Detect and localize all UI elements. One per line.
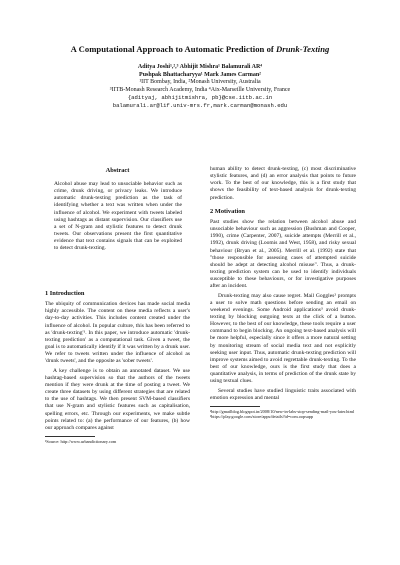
footnote-3: ³https://play.google.com/store/apps/details?id=com.oopsapp: [210, 414, 314, 420]
title-text: A Computational Approach to Automatic Prediction of: [70, 44, 277, 54]
affiliation-line-2: ³IITB-Monash Research Academy, India ⁴Aix-Marseille University, France: [109, 86, 291, 93]
abstract-body: Alcohol abuse may lead to unsociable behavior such as crime, drunk driving, or privacy leaks. We introduce automatic drunk-texting prediction as the task of identifying whether a text was written when under the influence of alcohol. We experiment with tweets labeled using hashtags as distant supervision. Our classifiers use a set of N-gram and stylistic features to detect drunk tweets. Our observations present the first quantitative evidence that text contains signals that can be exploited to detect drunk-texting.: [54, 181, 182, 252]
left-column: [45, 284, 190, 444]
affiliation-line-1: ¹IIT Bombay, India, ²Monash University, Australia: [139, 79, 261, 86]
author-names-line-2: Pushpak Bhattacharyya¹ Mark James Carman²: [139, 71, 261, 78]
intro-paragraph-2: A key challenge is to obtain an annotated dataset. We use hashtag-based supervision so that the authors of the tweets mention if they were drunk at the time of posting a tweet. We create three datasets by using different strategies that are related to the use of hashtags. We then present SVM-based classifiers that use N-gram and stylistic features such as capitalisation, spelling errors, etc. Through our experiments, we make subtle points related to: (a) the performance of our features, (b) how our approach compares against: [45, 367, 190, 431]
author-names-line-1: Aditya Joshi¹,²,³ Abhijit Mishra¹ Balamurali AR⁴: [137, 64, 263, 70]
footnote-2: ²http://gmailblog.blogspot.in/2008/10/new-in-labs-stop-sending-mail-you-later.html: [210, 408, 355, 414]
title-emphasis: Drunk-Texting: [276, 44, 330, 54]
motivation-paragraph-3: Several studies have studied linguistic traits associated with emotion expression and mental: [210, 387, 356, 401]
motivation-paragraph-1: Past studies show the relation between alcohol abuse and unsociable behaviour such as aggression (Bushman and Cooper, 1990), crime (Carpenter, 2007), suicide attempts (Merrill et al., 1992), drunk driving (Loomis and West, 1958), and risky sexual behaviour (Bryan et al., 2005). Merrill et al. (1992) state that "those responsible for assessing cases of attempted suicide should be adept at detecting alcohol misuse". Thus, a drunk-texting prediction system can be used to identify individuals susceptible to these behaviours, or for investigative purposes after an incident.: [210, 218, 356, 290]
intro-paragraph-1: The ubiquity of communication devices has made social media highly accessible. The content on these media reflects a user's day-to-day activities. This includes content created under the influence of alcohol. In popular culture, this has been referred to as 'drunk-texting'¹. In this paper, we introduce automatic 'drunk-texting prediction' as a computational task. Given a tweet, the goal is to automatically identify if it was written by a drunk user. We refer to tweets written under the influence of alcohol as 'drunk tweets', and the opposite as 'sober tweets'.: [45, 301, 190, 365]
author-block: [20, 64, 380, 110]
email-line-2: balamurali.ar@lif.univ-mrs.fr,mark.carman@monash.edu: [112, 101, 288, 109]
section-2-heading: 2 Motivation: [210, 207, 245, 215]
intro-continuation: human ability to detect drunk-texting, (c) most discriminative stylistic features, and (d) an error analysis that points to future work. To the best of our knowledge, this is a first study that shows the feasibility of text-based analysis for drunk-texting prediction.: [210, 166, 356, 201]
footnote-1: ¹Source: http://www.urbandictionary.com: [45, 438, 117, 444]
paper-title: [20, 44, 380, 54]
footnote-rule-right: [210, 406, 260, 407]
email-line-1: {adityaj, abhijitmishra, pb}@cse.iitb.ac.in: [127, 94, 273, 102]
section-1-heading: 1 Introduction: [45, 290, 85, 297]
motivation-paragraph-2: Drunk-texting may also cause regret. Mail Goggles² prompts a user to solve math questions before sending an email on weekend evenings. Some Android applications³ avoid drunk-texting by blocking outgoing texts at the click of a button. However, to the best of our knowledge, these tools require a user command to begin blocking. An ongoing text-based analysis will be more helpful, especially since it offers a more natural setting by monitoring stream of social media text and not explicitly seeking user input. Thus, automatic drunk-texting prediction will improve systems aimed to avoid regrettable drunk-texting. To the best of our knowledge, ours is the first study that does a quantitative analysis, in terms of prediction of the drunk state by using textual clues.: [210, 292, 356, 385]
footnote-rule: [45, 436, 95, 437]
abstract-heading: Abstract: [105, 167, 130, 174]
right-column: [210, 166, 356, 419]
